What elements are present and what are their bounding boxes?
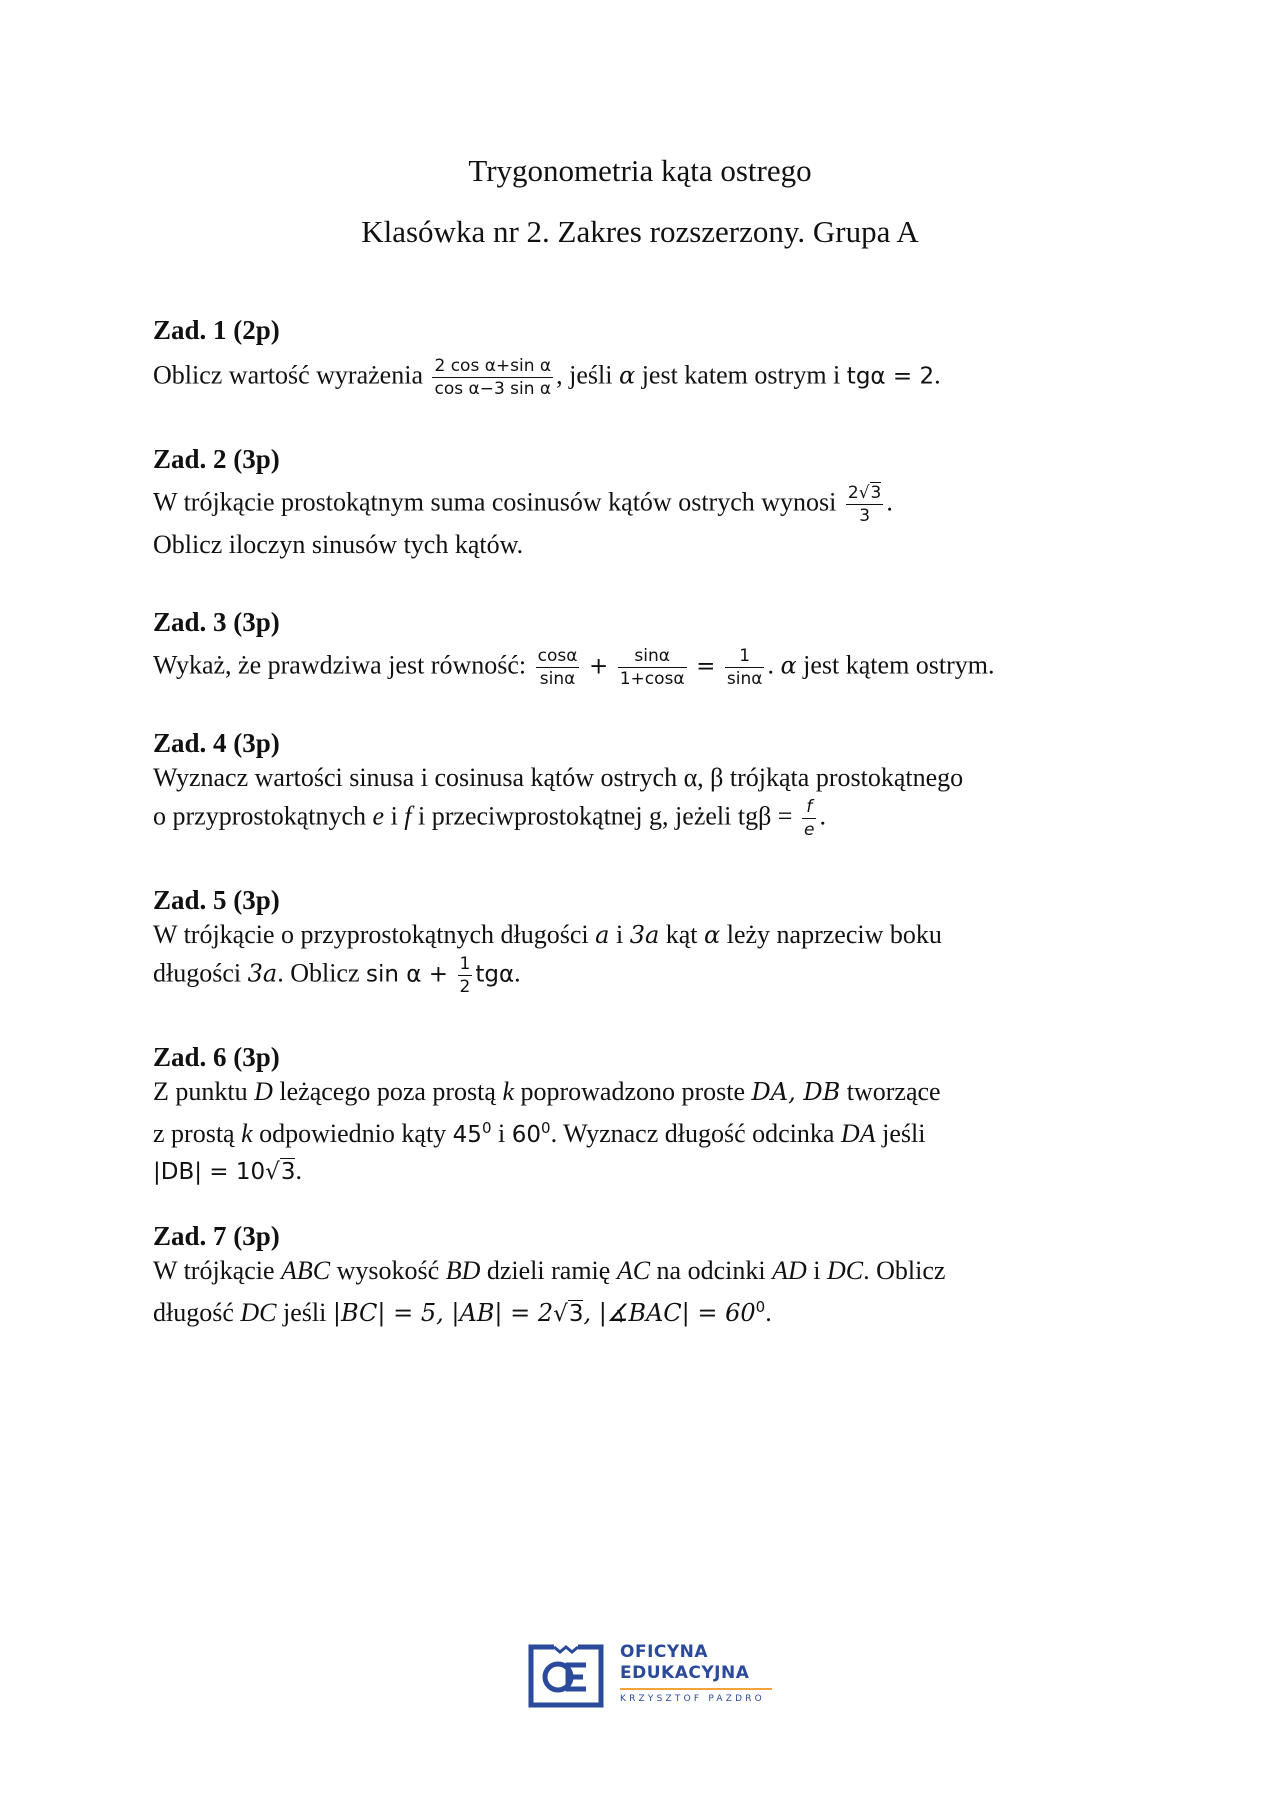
math-number: 45 <box>452 1122 482 1148</box>
fraction-denominator: sinα <box>539 669 576 689</box>
task-3 <box>153 605 1133 690</box>
fraction-numerator: 2 cos α+sin α <box>434 356 552 376</box>
degree-superscript: 0 <box>481 1119 492 1137</box>
task-text: . <box>819 801 826 831</box>
task-text: leżącego poza prostą <box>279 1077 496 1106</box>
task-text: jest kątem ostrym. <box>803 650 995 680</box>
task-text: z prostą <box>153 1119 235 1148</box>
task-text: i <box>498 1119 506 1148</box>
task-body <box>153 1074 1133 1190</box>
task-text: długości <box>153 958 242 988</box>
sqrt-symbol: √ <box>553 1301 568 1327</box>
math-expression: , |∡BAC| = 60 <box>583 1299 756 1327</box>
task-text: o przyprostokątnych <box>153 801 367 831</box>
task-body <box>153 760 1133 841</box>
fraction <box>536 645 580 690</box>
math-expression: sin α + <box>366 961 449 988</box>
page-title: Trygonometria kąta ostrego <box>468 153 812 188</box>
publisher-logo-icon <box>528 1644 604 1708</box>
task-text: tworzące <box>846 1077 941 1106</box>
task-text: Oblicz iloczyn sinusów tych kątów. <box>153 530 524 559</box>
variable: D <box>254 1077 273 1106</box>
task-title: Zad. 3 (3p) <box>153 607 280 637</box>
fraction-denominator: 2 <box>459 977 471 997</box>
task-5 <box>153 883 1133 998</box>
task-body <box>153 355 1133 400</box>
variable: BD <box>445 1256 481 1285</box>
fraction-denominator: sinα <box>726 669 763 689</box>
task-6 <box>153 1040 1133 1190</box>
task-text: W trójkącie o przyprostokątnych długości <box>153 920 589 949</box>
task-text: W trójkącie prostokątnym suma cosinusów kątów ostrych wynosi <box>153 487 837 517</box>
fraction <box>725 645 765 690</box>
task-text: Z punktu <box>153 1077 248 1106</box>
task-body <box>153 645 1133 690</box>
task-text: jeśli <box>882 1119 926 1148</box>
task-text: W trójkącie <box>153 1256 275 1285</box>
variable: DA <box>840 1119 876 1148</box>
variable: AD <box>772 1256 807 1285</box>
task-title: Zad. 1 (2p) <box>153 315 280 345</box>
fraction-numerator: 1 <box>459 954 471 974</box>
task-text: Wykaż, że prawdziwa jest równość: <box>153 650 527 680</box>
task-text: . Oblicz <box>277 958 360 988</box>
radicand: 3 <box>280 1159 296 1185</box>
task-2 <box>153 442 1133 563</box>
variable: DC <box>240 1298 277 1327</box>
variable: f <box>404 801 412 831</box>
task-text: . <box>934 360 941 390</box>
task-title: Zad. 2 (3p) <box>153 444 280 474</box>
task-7 <box>153 1219 1133 1332</box>
task-body <box>153 482 1133 563</box>
task-body <box>153 917 1133 998</box>
variable: k <box>502 1077 514 1106</box>
task-text: , jeśli <box>556 360 613 390</box>
logo-divider <box>620 1688 772 1690</box>
square-root <box>568 1296 584 1332</box>
square-root <box>280 1154 296 1190</box>
task-text: i <box>615 920 624 949</box>
variable: e <box>372 801 385 831</box>
math-symbol: a <box>595 921 610 949</box>
variable: DC <box>826 1256 864 1285</box>
fraction-numerator: sinα <box>618 645 687 668</box>
fraction-numerator: 2√3 <box>847 483 882 503</box>
task-text: na odcinki <box>656 1256 766 1285</box>
task-text: Wyznacz wartości sinusa i cosinusa kątów ostrych α, β trójkąta prostokątnego <box>153 763 964 792</box>
fraction <box>618 645 687 690</box>
math-operator: + <box>588 653 609 680</box>
math-symbol: 3a <box>247 959 278 988</box>
task-text: dzieli ramię <box>486 1256 611 1285</box>
task-4 <box>153 726 1133 841</box>
math-expression: tgα = 2 <box>846 363 935 390</box>
task-text: kąt <box>665 920 698 949</box>
fraction-denominator: e <box>803 820 815 840</box>
fraction-denominator: 3 <box>859 506 871 526</box>
task-text: i przeciwprostokątnej g, jeżeli tgβ = <box>418 801 793 831</box>
math-symbol: α <box>704 921 721 949</box>
page-subtitle: Klasówka nr 2. Zakres rozszerzony. Grupa A <box>361 214 919 249</box>
math-symbol: α <box>618 361 636 390</box>
fraction <box>802 796 816 841</box>
task-text: . <box>295 1156 302 1185</box>
task-text: jeśli <box>283 1298 327 1327</box>
fraction-denominator: 1+cosα <box>619 669 685 689</box>
math-symbol: 3a <box>629 921 660 949</box>
math-number: 60 <box>511 1122 542 1148</box>
variable: AC <box>616 1256 651 1285</box>
task-text: . <box>765 1298 772 1327</box>
sqrt-symbol: √ <box>265 1159 280 1185</box>
math-expression: |DB| = 10 <box>153 1159 266 1185</box>
task-text: długość <box>153 1298 234 1327</box>
radicand: 3 <box>568 1301 584 1327</box>
task-title: Zad. 6 (3p) <box>153 1042 280 1072</box>
task-text: . Wyznacz długość odcinka <box>550 1119 835 1148</box>
math-expression: |BC| = 5, |AB| = 2 <box>332 1299 554 1327</box>
fraction-numerator: f <box>802 796 816 819</box>
task-text: . <box>514 958 521 988</box>
variable: ABC <box>281 1256 331 1285</box>
task-text: jest katem ostrym i <box>641 360 841 390</box>
task-title: Zad. 5 (3p) <box>153 885 280 915</box>
fraction <box>846 482 884 527</box>
fraction-numerator: cosα <box>537 646 578 666</box>
fraction <box>458 953 473 998</box>
task-text: i <box>390 801 398 831</box>
math-expression: DA, DB <box>751 1078 841 1106</box>
degree-superscript: 0 <box>755 1298 766 1316</box>
radicand: 3 <box>870 483 882 503</box>
math-symbol: α <box>780 651 797 680</box>
math-operator: = <box>696 653 716 680</box>
task-text: i <box>813 1256 821 1285</box>
fraction <box>432 355 553 400</box>
publisher-name-line1: OFICYNA <box>620 1642 709 1662</box>
task-1 <box>153 313 1133 400</box>
task-title: Zad. 4 (3p) <box>153 728 280 758</box>
task-text: . <box>767 650 774 680</box>
task-text: leży naprzeciw boku <box>726 920 942 949</box>
task-text: . <box>886 487 893 517</box>
publisher-logo <box>528 1642 778 1714</box>
fraction-denominator: cos α−3 sin α <box>434 379 552 399</box>
task-text: odpowiednio kąty <box>259 1119 447 1148</box>
task-text: wysokość <box>336 1256 440 1285</box>
fraction-numerator: 1 <box>725 645 765 668</box>
task-body <box>153 1253 1133 1332</box>
math-expression: tgα <box>475 961 515 988</box>
task-title: Zad. 7 (3p) <box>153 1221 280 1251</box>
task-text: poprowadzono proste <box>520 1077 746 1106</box>
task-text: . Oblicz <box>863 1256 946 1285</box>
publisher-name <box>620 1642 749 1684</box>
coefficient: 2 <box>847 483 859 503</box>
publisher-author: KRZYSZTOF PAZDRO <box>620 1694 765 1704</box>
variable: k <box>241 1119 253 1148</box>
publisher-name-line2: EDUKACYJNA <box>620 1663 750 1683</box>
degree-superscript: 0 <box>541 1119 551 1137</box>
task-text: Oblicz wartość wyrażenia <box>153 360 423 390</box>
